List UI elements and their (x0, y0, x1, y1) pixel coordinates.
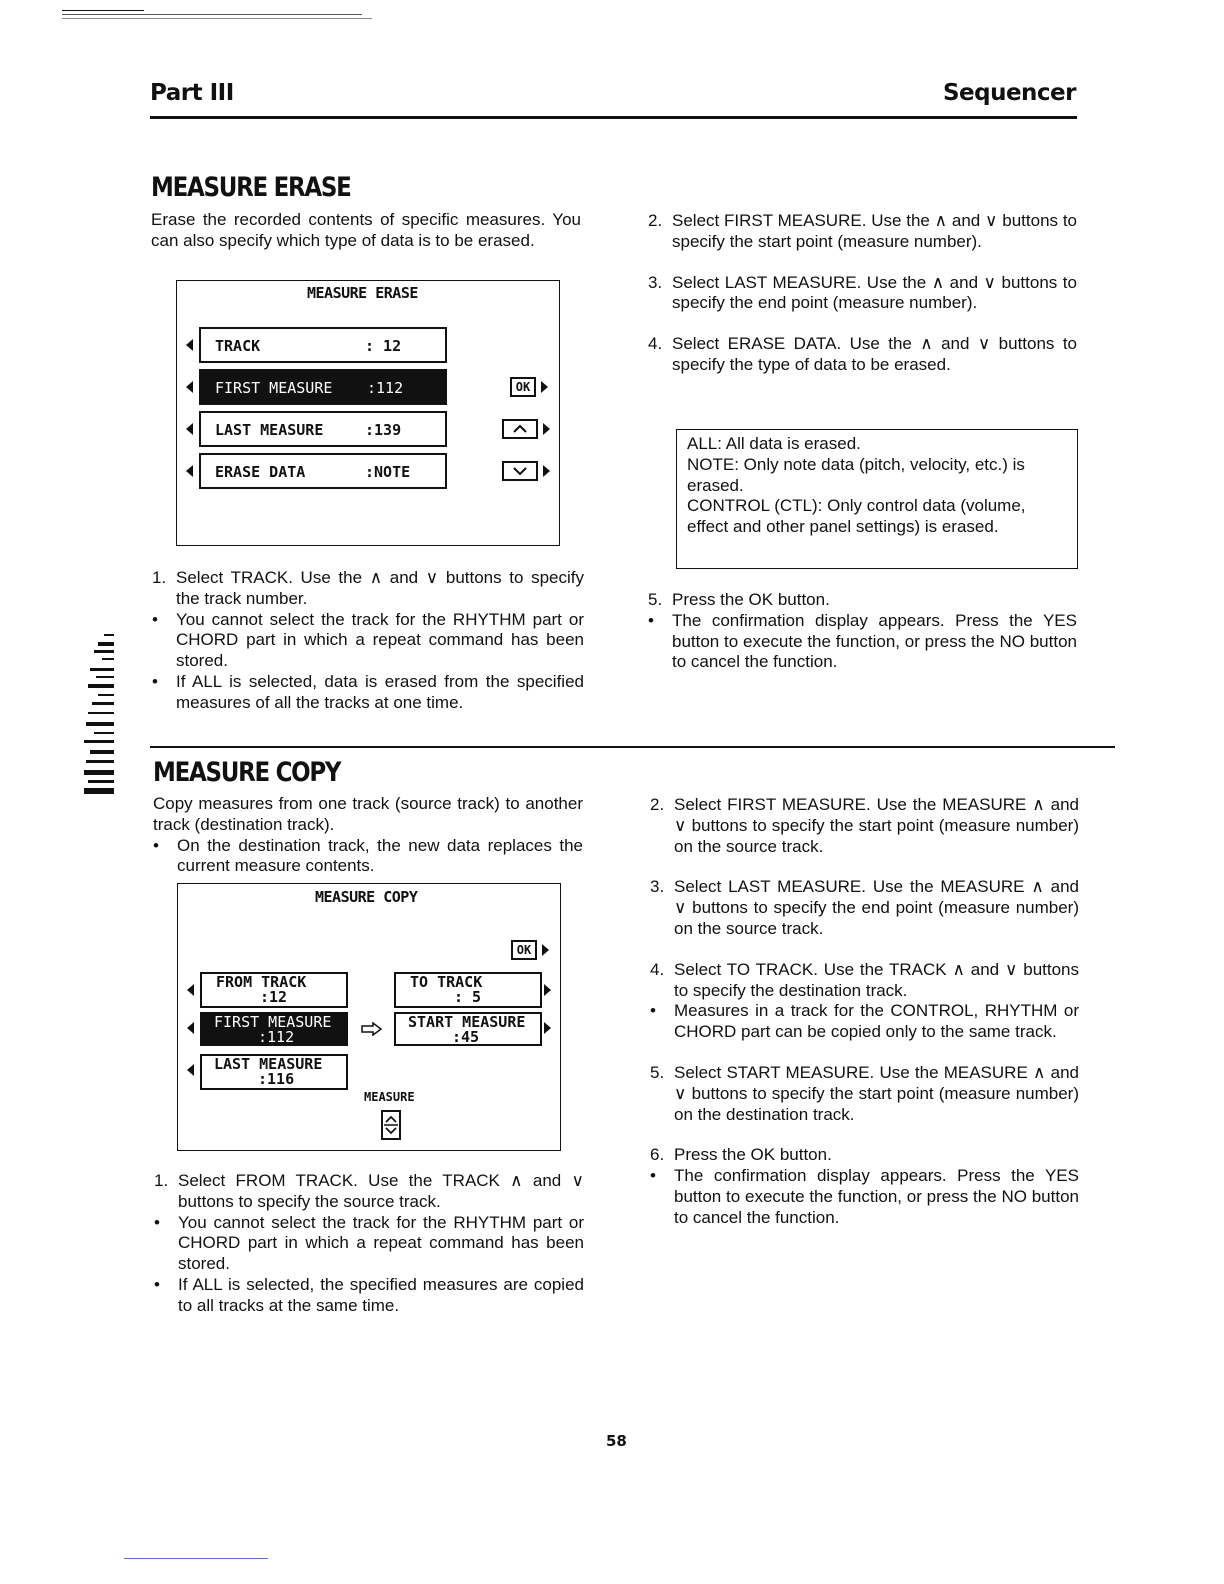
start-measure-right-arrow-icon[interactable] (544, 1022, 551, 1034)
bullet: • (650, 1166, 656, 1186)
step-text: Select TO TRACK. Use the TRACK ∧ and ∨ buttons to specify the destination track. (674, 959, 1079, 1000)
step-text: You cannot select the track for the RHYTHM part or CHORD part in which a repeat command has been stored. (176, 609, 584, 671)
data-type-control: CONTROL (CTL): Only control data (volume, effect and other panel settings) is erased. (687, 496, 1026, 537)
step-text: Select FIRST MEASURE. Use the ∧ and ∨ buttons to specify the start point (measure number). (672, 211, 1077, 251)
step-number: 4. (648, 334, 663, 354)
data-type-note: NOTE: Only note data (pitch, velocity, etc.) is erased. (687, 454, 1025, 495)
erase-data-left-arrow-icon[interactable] (186, 465, 193, 477)
list-item (154, 1213, 584, 1275)
erase-data-types-box (676, 429, 1078, 569)
step-number: 5. (648, 590, 663, 609)
step-text: Measures in a track for the CONTROL, RHYTHM or CHORD part can be copied only to the same track. (674, 1001, 1079, 1042)
ok-right-arrow-icon (542, 944, 549, 956)
list-item (650, 795, 1079, 857)
first-measure-field[interactable] (199, 369, 447, 405)
to-track-right-arrow-icon[interactable] (544, 984, 551, 996)
step-text: You cannot select the track for the RHYTHM part or CHORD part in which a repeat command has been stored. (178, 1212, 584, 1274)
thumb-index (84, 628, 120, 803)
field-label: START MEASURE (408, 1013, 526, 1031)
field-value: :112 (258, 1028, 295, 1046)
bullet: • (650, 1001, 656, 1021)
last-measure-field[interactable] (199, 411, 447, 447)
down-button[interactable] (502, 461, 538, 481)
last-measure-left-arrow-icon[interactable] (186, 423, 193, 435)
up-right-arrow-icon (543, 423, 550, 435)
track-field[interactable] (199, 327, 447, 363)
scan-artifact (62, 14, 362, 15)
step-text: Select ERASE DATA. Use the ∧ and ∨ buttons to specify the type of data to be erased. (672, 334, 1077, 374)
step-text: The confirmation display appears. Press the YES button to execute the function, or press the NO button to cancel the function. (672, 610, 1077, 672)
lcd-title: MEASURE COPY (315, 888, 418, 906)
first-measure-field[interactable] (200, 1012, 348, 1046)
copy-to-arrow-icon (361, 1022, 383, 1036)
field-label: LAST MEASURE (214, 1055, 323, 1073)
last-measure-left-arrow-icon[interactable] (187, 1064, 194, 1076)
step-text: If ALL is selected, the specified measures are copied to all tracks at the same time. (178, 1274, 584, 1315)
list-item (152, 610, 584, 672)
lcd-title: MEASURE ERASE (307, 284, 418, 302)
ok-right-arrow-icon (541, 381, 548, 393)
list-item (648, 611, 1077, 673)
measure-label: MEASURE (364, 1090, 415, 1104)
copy-intro-text: Copy measures from one track (source track) to another track (destination track). (153, 794, 583, 834)
field-value: : 5 (454, 988, 482, 1006)
list-item (152, 672, 584, 714)
scan-artifact (62, 10, 144, 11)
erase-left-steps (152, 568, 584, 714)
field-value: :NOTE (365, 463, 411, 481)
list-item (648, 590, 1077, 611)
bullet: • (152, 609, 158, 629)
data-type-all: ALL: All data is erased. (687, 434, 861, 453)
erase-lcd-display (176, 280, 560, 546)
step-text: Select START MEASURE. Use the MEASURE ∧ and ∨ buttons to specify the start point (measure number) on the destination track. (674, 1062, 1079, 1124)
list-item (650, 1166, 1079, 1228)
field-label: FIRST MEASURE (215, 379, 333, 397)
step-text: If ALL is selected, data is erased from the specified measures of all the tracks at one time. (176, 671, 584, 712)
scan-artifact (124, 1558, 268, 1559)
scan-artifact (62, 18, 372, 19)
list-item (153, 836, 583, 878)
measure-erase-title: MEASURE ERASE (151, 172, 351, 203)
bullet: • (154, 1274, 160, 1294)
step-text: Select FROM TRACK. Use the TRACK ∧ and ∨ buttons to specify the source track. (178, 1171, 584, 1211)
field-value: :116 (258, 1070, 295, 1088)
up-button[interactable] (502, 419, 538, 439)
step-text: Select LAST MEASURE. Use the ∧ and ∨ buttons to specify the end point (measure number). (672, 272, 1077, 313)
list-item (650, 1145, 1079, 1166)
erase-intro: Erase the recorded contents of specific measures. You can also specify which type of data is to be erased. (151, 210, 581, 250)
step-text: Select TRACK. Use the ∧ and ∨ buttons to specify the track number. (176, 568, 584, 608)
step-text: Press the OK button. (674, 1145, 832, 1165)
copy-lcd-display (177, 883, 561, 1151)
copy-right-steps (650, 795, 1079, 1229)
down-arrow-icon (504, 463, 536, 479)
bullet: • (648, 610, 654, 630)
step-number: 2. (650, 795, 665, 814)
header-rule (150, 116, 1077, 119)
field-value: :12 (260, 988, 288, 1006)
list-item (650, 877, 1079, 939)
section-label: Sequencer (942, 80, 1076, 106)
field-value: : 12 (365, 337, 402, 355)
start-measure-field[interactable] (394, 1012, 542, 1046)
erase-right-steps-2 (648, 590, 1077, 673)
list-item (154, 1275, 584, 1317)
list-item (650, 1001, 1079, 1043)
step-number: 6. (650, 1145, 665, 1165)
list-item (648, 211, 1077, 253)
step-text: Select LAST MEASURE. Use the MEASURE ∧ and ∨ buttons to specify the end point (measure number) on the source track. (674, 877, 1079, 938)
field-value: :45 (452, 1028, 480, 1046)
measure-copy-title: MEASURE COPY (153, 757, 341, 788)
section-divider (150, 746, 1115, 748)
copy-intro (153, 794, 583, 877)
erase-data-field[interactable] (199, 453, 447, 489)
from-track-field[interactable] (200, 972, 348, 1008)
list-item (154, 1171, 584, 1213)
field-value: :112 (367, 379, 404, 397)
list-item (650, 960, 1079, 1002)
part-label: Part III (150, 80, 234, 106)
up-down-arrow-icon (383, 1112, 399, 1138)
step-text: Press the OK button. (672, 590, 830, 609)
up-arrow-icon (504, 421, 536, 437)
track-left-arrow-icon[interactable] (186, 339, 193, 351)
step-number: 3. (650, 877, 665, 897)
list-item (152, 568, 584, 610)
bullet: • (153, 835, 159, 855)
step-text: The confirmation display appears. Press the YES button to execute the function, or press the NO button to cancel the function. (674, 1166, 1079, 1227)
down-right-arrow-icon (543, 465, 550, 477)
copy-left-steps (154, 1171, 584, 1317)
step-number: 3. (648, 272, 663, 292)
to-track-field[interactable] (394, 972, 542, 1008)
field-value: :139 (365, 421, 402, 439)
bullet: • (152, 671, 158, 691)
ok-button[interactable]: OK (510, 377, 536, 397)
step-number: 1. (152, 568, 167, 587)
field-label: TRACK (215, 337, 261, 355)
page-number: 58 (606, 1432, 627, 1450)
from-track-left-arrow-icon[interactable] (187, 984, 194, 996)
intro-bullet-text: On the destination track, the new data replaces the current measure contents. (177, 835, 583, 876)
field-label: FROM TRACK (216, 973, 307, 991)
measure-up-down-button[interactable] (381, 1110, 401, 1140)
field-label: TO TRACK (410, 973, 483, 991)
step-text: Select FIRST MEASURE. Use the MEASURE ∧ and ∨ buttons to specify the start point (measure number) on the source track. (674, 795, 1079, 856)
first-measure-left-arrow-icon[interactable] (187, 1022, 194, 1034)
first-measure-left-arrow-icon[interactable] (186, 381, 193, 393)
step-number: 2. (648, 211, 663, 230)
erase-right-steps (648, 211, 1077, 376)
step-number: 1. (154, 1171, 169, 1190)
list-item (648, 334, 1077, 376)
list-item (650, 1063, 1079, 1125)
last-measure-field[interactable] (200, 1054, 348, 1090)
bullet: • (154, 1212, 160, 1232)
field-label: FIRST MEASURE (214, 1013, 332, 1031)
field-label: LAST MEASURE (215, 421, 324, 439)
ok-button[interactable]: OK (511, 940, 537, 960)
field-label: ERASE DATA (215, 463, 306, 481)
list-item (648, 273, 1077, 315)
step-number: 5. (650, 1062, 665, 1082)
step-number: 4. (650, 959, 665, 979)
